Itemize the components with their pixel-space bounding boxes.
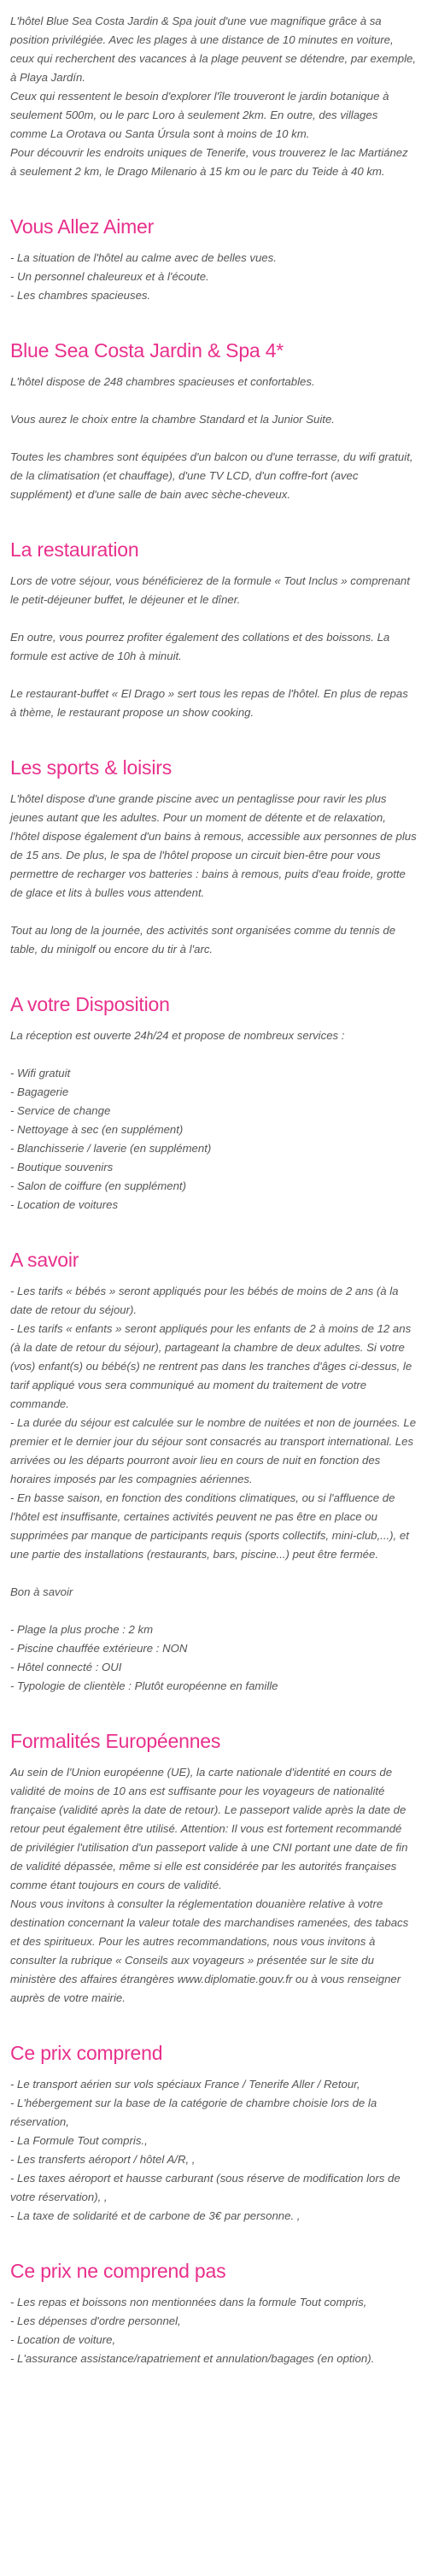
section-body xyxy=(10,1763,417,2008)
section-a-savoir xyxy=(10,1249,417,1696)
section-ce-prix-ne-comprend-pas xyxy=(10,2260,417,2368)
blank-line xyxy=(10,1602,417,1620)
section-body xyxy=(10,790,417,959)
paragraph-line: - La Formule Tout compris., xyxy=(10,2134,148,2147)
section-body xyxy=(10,2075,417,2226)
section-body xyxy=(10,1026,417,1214)
paragraph-line: - En basse saison, en fonction des conditions climatiques, ou si l'affluence de l'hôtel est insuffisante, certaines activités peuvent ne pas être en place ou supprimées par manque de participants requis (sports collectifs, mini-club,...), et une partie des installations (restaurants, bars, piscine...) peut être fermée. xyxy=(10,1491,409,1561)
paragraph-line: - Le transport aérien sur vols spéciaux France / Tenerife Aller / Retour, xyxy=(10,2078,360,2091)
paragraph-line: - Blanchisserie / laverie (en supplément) xyxy=(10,1142,212,1155)
paragraph-line: - La durée du séjour est calculée sur le nombre de nuitées et non de journées. Le premier et le dernier jour du séjour sont consacrés au transport international. Les arrivées ou les départs pourront avoir lieu en cours de nuit en fonction des horaires imposés par les compagnies aériennes. xyxy=(10,1416,417,1485)
section-title: Ce prix comprend xyxy=(10,2042,163,2064)
paragraph-line: Lors de votre séjour, vous bénéficierez de la formule « Tout Inclus » comprenant le petit-déjeuner buffet, le déjeuner et le dîner. xyxy=(10,574,410,606)
sections-container xyxy=(10,215,417,2368)
blank-line xyxy=(10,429,417,448)
paragraph-line: L'hôtel Blue Sea Costa Jardin & Spa jouit d'une vue magnifique grâce à sa position privilégiée. Avec les plages à une distance de 10 minutes en voiture, ceux qui recherchent des vacances à la plage peuvent se détendre, par exemple, à Playa Jardín. xyxy=(10,15,417,84)
intro-section xyxy=(10,12,417,181)
section-body xyxy=(10,249,417,305)
section-title: Ce prix ne comprend pas xyxy=(10,2260,226,2282)
paragraph-line: Le restaurant-buffet « El Drago » sert tous les repas de l'hôtel. En plus de repas à thème, le restaurant propose un show cooking. xyxy=(10,687,408,719)
section-ce-prix-comprend xyxy=(10,2042,417,2226)
paragraph-line: L'hôtel dispose d'une grande piscine avec un pentaglisse pour ravir les plus jeunes autant que les adultes. Pour un moment de détente et de relaxation, l'hôtel dispose également d'un bains à remous, accessible aux personnes de plus de 15 ans. De plus, le spa de l'hôtel propose un circuit bien-être pour vous permettre de recharger vos batteries : bains à remous, puits d'eau froide, grotte de glace et lits à bulles vous attendent. xyxy=(10,792,417,899)
paragraph-line: - Bagagerie xyxy=(10,1085,69,1098)
blank-line xyxy=(10,391,417,410)
paragraph-line: Ceux qui ressentent le besoin d'explorer l'île trouveront le jardin botanique à seulement 500m, ou le parc Loro à seulement 2km. En outre, des villages comme La Orotava ou Santa Úrsula sont à moins de 10 km. xyxy=(10,90,389,140)
paragraph-line: - Les tarifs « bébés » seront appliqués pour les bébés de moins de 2 ans (à la date de retour du séjour). xyxy=(10,1285,399,1316)
section-les-sports-loisirs xyxy=(10,756,417,959)
section-la-restauration xyxy=(10,538,417,722)
section-title: Les sports & loisirs xyxy=(10,756,173,779)
paragraph-line: La réception est ouverte 24h/24 et propose de nombreux services : xyxy=(10,1029,345,1042)
paragraph-line: - Salon de coiffure (en supplément) xyxy=(10,1179,186,1192)
paragraph-line: Pour découvrir les endroits uniques de Tenerife, vous trouverez le lac Martiánez à seulement 2 km, le Drago Milenario à 15 km ou le parc du Teide à 40 km. xyxy=(10,146,408,178)
paragraph-line: - Les transferts aéroport / hôtel A/R, , xyxy=(10,2153,196,2166)
paragraph-line: Vous aurez le choix entre la chambre Standard et la Junior Suite. xyxy=(10,413,335,426)
paragraph-line: Tout au long de la journée, des activités sont organisées comme du tennis de table, du minigolf ou encore du tir à l'arc. xyxy=(10,924,396,956)
paragraph-line: - Plage la plus proche : 2 km xyxy=(10,1623,154,1636)
section-title: A savoir xyxy=(10,1249,79,1271)
section-title: La restauration xyxy=(10,538,139,561)
paragraph-line: - Location de voiture, xyxy=(10,2333,116,2346)
section-body xyxy=(10,2293,417,2368)
section-title: Vous Allez Aimer xyxy=(10,215,155,238)
section-title: Blue Sea Costa Jardin & Spa 4* xyxy=(10,339,284,362)
paragraph-line: - Les taxes aéroport et hausse carburant (sous réserve de modification lors de votre réservation), , xyxy=(10,2172,401,2203)
paragraph-line: Au sein de l'Union européenne (UE), la carte nationale d'identité en cours de validité de moins de 10 ans est suffisante pour les voyageurs de nationalité française (validité après la date de retour). Le passeport valide après la date de retour peut également être utilisé. Attention: Il vous est fortement recommandé de privilégier l'utilisation d'un passeport valide à une CNI portant une date de fin de validité dépassée, même si elle est considérée par les autorités françaises comme étant toujours en cours de validité. xyxy=(10,1766,408,1891)
paragraph-line: Bon à savoir xyxy=(10,1585,73,1598)
paragraph-line: - L'hébergement sur la base de la catégorie de chambre choisie lors de la réservation, xyxy=(10,2097,377,2128)
paragraph-line: - Nettoyage à sec (en supplément) xyxy=(10,1123,184,1136)
paragraph-line: - Les repas et boissons non mentionnées dans la formule Tout compris, xyxy=(10,2296,367,2308)
paragraph-line: - Wifi gratuit xyxy=(10,1067,71,1079)
paragraph-line: - Hôtel connecté : OUI xyxy=(10,1661,122,1673)
intro-body xyxy=(10,12,417,181)
paragraph-line: - Typologie de clientèle : Plutôt européenne en famille xyxy=(10,1679,278,1692)
paragraph-line: - Un personnel chaleureux et à l'écoute. xyxy=(10,270,209,283)
section-body xyxy=(10,373,417,504)
paragraph-line: - Piscine chauffée extérieure : NON xyxy=(10,1642,188,1655)
paragraph-line: - Boutique souvenirs xyxy=(10,1161,114,1173)
section-body xyxy=(10,1282,417,1696)
blank-line xyxy=(10,903,417,921)
blank-line xyxy=(10,666,417,685)
paragraph-line: - La taxe de solidarité et de carbone de 3€ par personne. , xyxy=(10,2209,301,2222)
blank-line xyxy=(10,1045,417,1064)
section-blue-sea-costa-jardin-spa-4 xyxy=(10,339,417,504)
section-title: Formalités Européennes xyxy=(10,1730,221,1752)
paragraph-line: - Service de change xyxy=(10,1104,111,1117)
paragraph-line: L'hôtel dispose de 248 chambres spacieuses et confortables. xyxy=(10,375,315,388)
blank-line xyxy=(10,609,417,628)
section-title: A votre Disposition xyxy=(10,993,170,1015)
paragraph-line: - Les dépenses d'ordre personnel, xyxy=(10,2314,181,2327)
paragraph-line: Nous vous invitons à consulter la réglementation douanière relative à votre destination concernant la valeur totale des marchandises ramenées, des tabacs et des spiritueux. Pour les autres recommandations, nous vous invitons à consulter la rubrique « Conseils aux voyageurs » présentée sur le site du ministère des affaires étrangères www.diplomatie.gouv.fr ou à vous renseigner auprès de votre mairie. xyxy=(10,1897,409,2004)
paragraph-line: Toutes les chambres sont équipées d'un balcon ou d'une terrasse, du wifi gratuit, de la climatisation (et chauffage), d'une TV LCD, d'un coffre-fort (avec supplément) et d'une salle de bain avec sèche-cheveux. xyxy=(10,450,413,501)
section-body xyxy=(10,572,417,722)
paragraph-line: - Les tarifs « enfants » seront appliqués pour les enfants de 2 à moins de 12 ans (à la date de retour du séjour), partageant la chambre de deux adultes. Si votre (vos) enfant(s) ou bébé(s) ne rentrent pas dans les tranches d'âges ci-dessus, le tarif appliqué vous sera communiqué au moment du traitement de votre commande. xyxy=(10,1322,412,1410)
paragraph-line: - La situation de l'hôtel au calme avec de belles vues. xyxy=(10,251,277,264)
paragraph-line: - Location de voitures xyxy=(10,1198,119,1211)
section-vous-allez-aimer xyxy=(10,215,417,305)
paragraph-line: - Les chambres spacieuses. xyxy=(10,289,151,302)
section-a-votre-disposition xyxy=(10,993,417,1214)
paragraph-line: En outre, vous pourrez profiter également des collations et des boissons. La formule est active de 10h à minuit. xyxy=(10,631,390,662)
paragraph-line: - L'assurance assistance/rapatriement et annulation/bagages (en option). xyxy=(10,2352,375,2365)
blank-line xyxy=(10,1564,417,1583)
section-formalites-europeennes xyxy=(10,1730,417,2008)
